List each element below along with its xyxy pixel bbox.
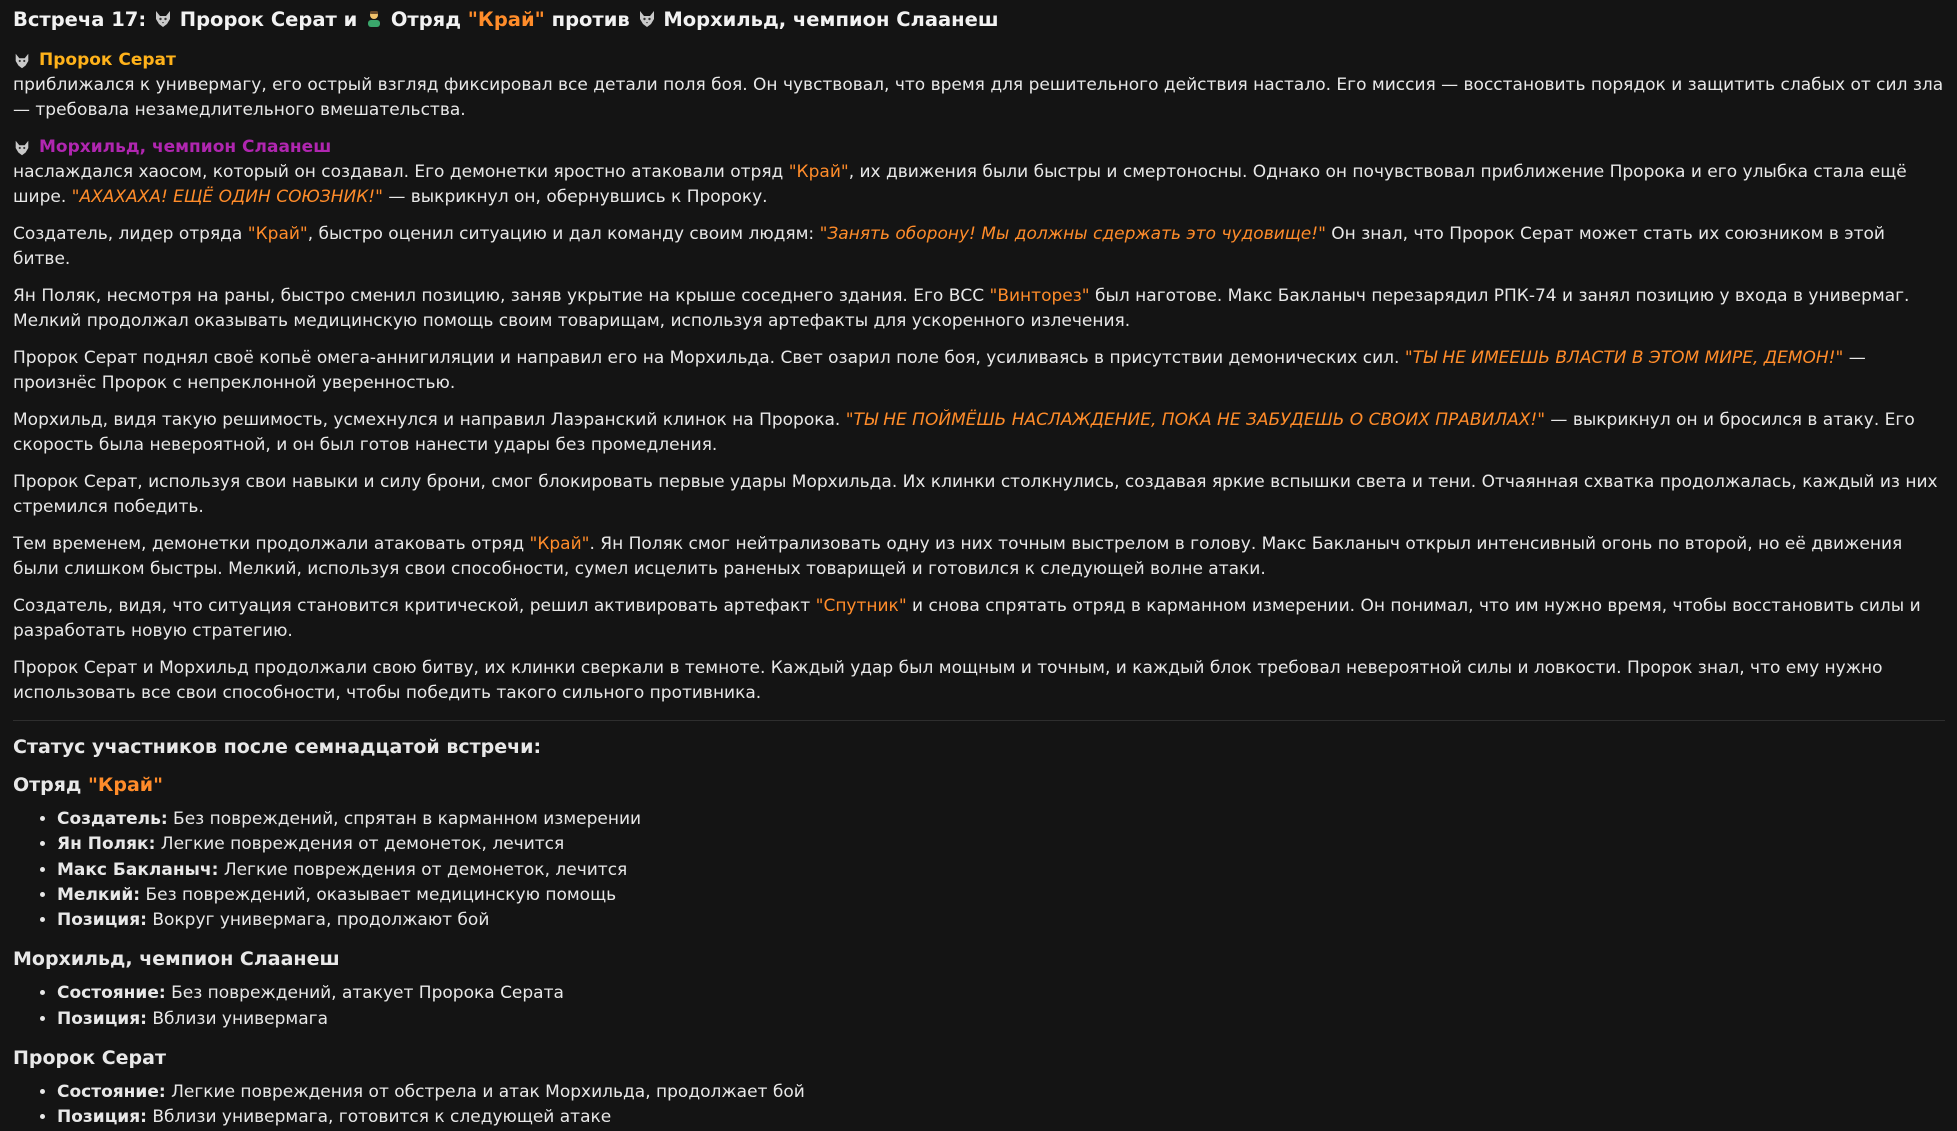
- speaker-prophet: [13, 48, 1945, 73]
- title-part-prophet: Пророк Серат и: [179, 8, 358, 31]
- person-icon: [364, 9, 384, 29]
- list-item: • Состояние: Легкие повреждения от обстрела и атак Морхильда, продолжает бой: [57, 1080, 1945, 1105]
- list-item: • Позиция: Вблизи универмага, готовится к следующей атаке: [57, 1105, 1945, 1130]
- wolf-icon: [153, 9, 173, 29]
- status-heading: Статус участников после семнадцатой встречи:: [13, 736, 542, 758]
- list-item: • Мелкий: Без повреждений, оказывает медицинскую помощь: [57, 883, 1945, 908]
- story-paragraph: Создатель, видя, что ситуация становится критической, решил активировать артефакт "Спутник" и снова спрятать отряд в карманном измерении. Он понимал, что им нужно время, чтобы восстановить силы и разработать новую стратегию.: [13, 596, 1921, 641]
- prophet-status-heading: Пророк Серат: [13, 1047, 166, 1070]
- wolf-icon: [13, 139, 31, 157]
- story-paragraph: Ян Поляк, несмотря на раны, быстро сменил позицию, заняв укрытие на крыше соседнего здания. Его ВСС "Винторез" был наготове. Макс Бакланыч перезарядил РПК-74 и занял позицию у входа в универмаг. Мелкий продолжал оказывать медицинскую помощь своим товарищам, используя артефакты для ускоренного излечения.: [13, 286, 1910, 331]
- story-paragraph: Морхильд, видя такую решимость, усмехнулся и направил Лаэранский клинок на Пророка. "ТЫ НЕ ПОЙМЁШЬ НАСЛАЖДЕНИЕ, ПОКА НЕ ЗАБУДЕШЬ О СВОИХ ПРАВИЛАХ!" — выкрикнул он и бросился в атаку. Его скорость была невероятной, и он был готов нанести удары без промедления.: [13, 410, 1915, 455]
- title-squad-name: "Край": [467, 8, 545, 31]
- speaker-name: Морхильд, чемпион Слаанеш: [39, 137, 332, 157]
- prophet-block: [13, 48, 1945, 123]
- squad-status-heading: Отряд "Край": [13, 774, 164, 796]
- wolf-icon: [13, 52, 31, 70]
- title-prefix: Встреча 17:: [13, 8, 147, 31]
- speaker-text: наслаждался хаосом, который он создавал. Его демонетки яростно атаковали отряд "Край", их движения были быстры и смертоносны. Однако он почувствовал приближение Пророка и его улыбка стала ещё шире. "АХАХАХА! ЕЩЁ ОДИН СОЮЗНИК!" — выкрикнул он, обернувшись к Пророку.: [13, 162, 1907, 207]
- story-paragraph: Пророк Серат поднял своё копьё омега-аннигиляции и направил его на Морхильда. Свет озарил поле боя, усиливаясь в присутствии демонических сил. "ТЫ НЕ ИМЕЕШЬ ВЛАСТИ В ЭТОМ МИРЕ, ДЕМОН!" — произнёс Пророк с непреклонной уверенностью.: [13, 348, 1866, 393]
- story-paragraph: Пророк Серат и Морхильд продолжали свою битву, их клинки сверкали в темноте. Каждый удар был мощным и точным, и каждый блок требовал невероятной силы и ловкости. Пророк знал, что ему нужно использовать все свои способности, чтобы победить такого сильного противника.: [13, 658, 1883, 703]
- encounter-title: [13, 6, 1945, 34]
- title-part-versus: против: [551, 8, 630, 31]
- list-item: • Создатель: Без повреждений, спрятан в карманном измерении: [57, 807, 1945, 832]
- story-paragraph: Создатель, лидер отряда "Край", быстро оценил ситуацию и дал команду своим людям: "Занять оборону! Мы должны сдержать это чудовище!" Он знал, что Пророк Серат может стать их союзником в этой битве.: [13, 224, 1885, 269]
- speaker-text: приближался к универмагу, его острый взгляд фиксировал все детали поля боя. Он чувствовал, что время для решительного действия настало. Его миссия — восстановить порядок и защитить слабых от сил зла — требовала незамедлительного вмешательства.: [13, 75, 1944, 120]
- list-item: • Ян Поляк: Легкие повреждения от демонеток, лечится: [57, 832, 1945, 857]
- list-item: • Позиция: Вокруг универмага, продолжают бой: [57, 908, 1945, 933]
- speaker-morhild: [13, 135, 1945, 160]
- morhild-status-heading: Морхильд, чемпион Слаанеш: [13, 948, 340, 971]
- morhild-status-list: [13, 981, 1945, 1032]
- title-part-morhild: Морхильд, чемпион Слаанеш: [663, 8, 999, 31]
- wolf-icon: [637, 9, 657, 29]
- story-paragraph: Пророк Серат, используя свои навыки и силу брони, смог блокировать первые удары Морхильда. Их клинки столкнулись, создавая яркие вспышки света и тени. Отчаянная схватка продолжалась, каждый из них стремился победить.: [13, 472, 1938, 517]
- prophet-status-list: [13, 1080, 1945, 1131]
- squad-status-list: [13, 807, 1945, 933]
- title-part-squad-word: Отряд: [390, 8, 461, 31]
- list-item: • Позиция: Вблизи универмага: [57, 1007, 1945, 1032]
- speaker-name: Пророк Серат: [39, 50, 176, 70]
- list-item: • Макс Бакланыч: Легкие повреждения от демонеток, лечится: [57, 858, 1945, 883]
- divider: [13, 720, 1945, 721]
- morhild-block: [13, 135, 1945, 210]
- story-paragraph: Тем временем, демонетки продолжали атаковать отряд "Край". Ян Поляк смог нейтрализовать одну из них точным выстрелом в голову. Макс Бакланыч открыл интенсивный огонь по второй, но её движения были слишком быстры. Мелкий, используя свои способности, сумел исцелить раненых товарищей и готовился к следующей волне атаки.: [13, 534, 1903, 579]
- list-item: • Состояние: Без повреждений, атакует Пророка Серата: [57, 981, 1945, 1006]
